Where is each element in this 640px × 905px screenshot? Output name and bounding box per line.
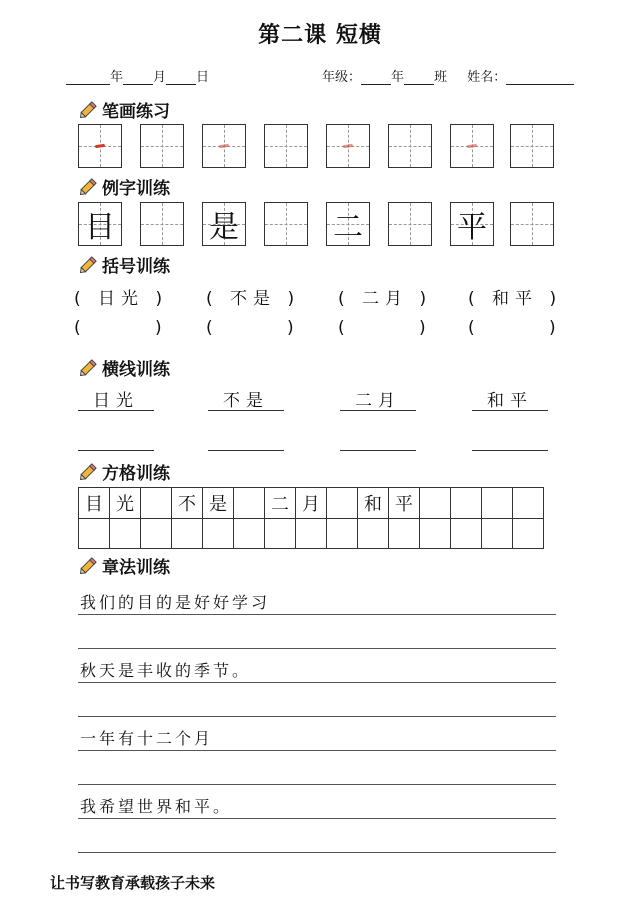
day-blank[interactable]	[166, 70, 196, 85]
grid-cell-practice[interactable]	[451, 518, 482, 549]
practice-box[interactable]	[510, 202, 554, 246]
bracket-blank[interactable]: ( )	[74, 318, 168, 338]
month-label: 月	[153, 70, 167, 85]
line-word: 二月	[340, 386, 416, 411]
stroke-box	[450, 124, 494, 168]
line-word: 和平	[472, 386, 548, 411]
name-blank[interactable]	[506, 70, 574, 85]
stroke-box	[264, 124, 308, 168]
grid-cell-practice[interactable]	[327, 518, 358, 549]
grid-cell-example: 光	[110, 488, 141, 519]
section-title: 方格训练	[102, 463, 170, 484]
line-word: 日光	[78, 386, 154, 411]
grid-cell-practice[interactable]	[513, 518, 544, 549]
grid-cell-example: 二	[265, 488, 296, 519]
grid-cell-practice[interactable]	[389, 518, 420, 549]
section-title: 章法训练	[102, 557, 170, 578]
bracket-word: ( 日光 )	[74, 289, 169, 309]
bracket-word: ( 二月 )	[338, 289, 433, 309]
section-composition	[78, 553, 170, 577]
composition-sentence: 秋天是丰收的季节。	[80, 661, 252, 680]
grade-year-label: 年	[391, 70, 405, 85]
example-char: 目	[85, 210, 115, 245]
month-blank[interactable]	[123, 70, 153, 85]
grid-cell-example: 不	[172, 488, 203, 519]
example-char: 平	[457, 210, 487, 245]
line-word: 不是	[208, 386, 284, 411]
section-title: 括号训练	[102, 256, 170, 277]
pencil-icon	[78, 175, 100, 197]
section-title: 例字训练	[102, 178, 170, 199]
stroke-box	[510, 124, 554, 168]
grade-label: 年级：	[322, 70, 362, 85]
pencil-icon	[78, 554, 100, 576]
composition-sentence: 一年有十二个月	[80, 729, 214, 748]
footer-slogan: 让书写教育承载孩子未来	[50, 874, 216, 892]
year-blank[interactable]	[66, 70, 110, 85]
example-char-box	[202, 202, 246, 246]
grid-cell-example: 月	[296, 488, 327, 519]
line-blank[interactable]	[340, 426, 416, 451]
pencil-icon	[78, 98, 100, 120]
grid-cell-practice[interactable]	[141, 518, 172, 549]
grid-cell-example: 目	[79, 488, 110, 519]
writing-grid	[78, 487, 544, 549]
grid-cell-example	[141, 488, 172, 519]
writing-rule	[78, 614, 556, 615]
grade-field	[322, 66, 574, 86]
pencil-icon	[78, 460, 100, 482]
example-char: 是	[209, 210, 239, 245]
section-brackets	[78, 252, 170, 276]
grid-cell-example[interactable]	[451, 488, 482, 519]
example-char-box	[450, 202, 494, 246]
grid-cell-example	[327, 488, 358, 519]
example-char: 二	[333, 210, 363, 245]
grid-cell-example	[234, 488, 265, 519]
example-char-box	[78, 202, 122, 246]
grid-cell-practice[interactable]	[203, 518, 234, 549]
writing-rule	[78, 682, 556, 683]
grid-cell-example[interactable]	[513, 488, 544, 519]
stroke-box	[78, 124, 122, 168]
grade-class-label: 班	[434, 70, 448, 85]
date-field	[66, 66, 209, 86]
pencil-icon	[78, 253, 100, 275]
grade-class-blank[interactable]	[404, 70, 434, 85]
grade-year-blank[interactable]	[361, 70, 391, 85]
day-label: 日	[196, 70, 210, 85]
section-title: 横线训练	[102, 359, 170, 380]
grid-cell-practice[interactable]	[79, 518, 110, 549]
example-char-box	[326, 202, 370, 246]
page-title: 第二课 短横	[258, 23, 382, 48]
practice-box[interactable]	[388, 202, 432, 246]
grid-cell-practice[interactable]	[234, 518, 265, 549]
year-label: 年	[110, 70, 124, 85]
grid-cell-example[interactable]	[482, 488, 513, 519]
writing-rule	[78, 750, 556, 751]
section-title: 笔画练习	[102, 101, 170, 122]
line-blank[interactable]	[78, 426, 154, 451]
writing-rule[interactable]	[78, 784, 556, 785]
composition-sentence: 我希望世界和平。	[80, 797, 233, 816]
practice-box[interactable]	[264, 202, 308, 246]
grid-cell-practice[interactable]	[110, 518, 141, 549]
grid-cell-practice[interactable]	[420, 518, 451, 549]
grid-cell-practice[interactable]	[265, 518, 296, 549]
grid-cell-example: 是	[203, 488, 234, 519]
stroke-box	[388, 124, 432, 168]
bracket-blank[interactable]: ( )	[206, 318, 300, 338]
name-label: 姓名：	[467, 70, 507, 85]
bracket-word: ( 和平 )	[468, 289, 563, 309]
practice-box[interactable]	[140, 202, 184, 246]
grid-cell-practice[interactable]	[482, 518, 513, 549]
grid-cell-example: 和	[358, 488, 389, 519]
writing-rule[interactable]	[78, 716, 556, 717]
section-grid	[78, 459, 170, 483]
grid-cell-example: 平	[389, 488, 420, 519]
grid-cell-practice[interactable]	[172, 518, 203, 549]
section-examples	[78, 174, 170, 198]
grid-cell-practice[interactable]	[296, 518, 327, 549]
line-blank[interactable]	[472, 426, 548, 451]
stroke-box	[326, 124, 370, 168]
writing-rule[interactable]	[78, 852, 556, 853]
bracket-blank[interactable]: ( )	[338, 318, 432, 338]
grid-cell-practice[interactable]	[358, 518, 389, 549]
grid-cell-example[interactable]	[420, 488, 451, 519]
pencil-icon	[78, 356, 100, 378]
bracket-blank[interactable]: ( )	[468, 318, 562, 338]
writing-rule[interactable]	[78, 648, 556, 649]
composition-sentence: 我们的目的是好好学习	[80, 593, 271, 612]
stroke-box	[202, 124, 246, 168]
section-strokes	[78, 97, 170, 121]
line-blank[interactable]	[208, 426, 284, 451]
bracket-word: ( 不是 )	[206, 289, 301, 309]
stroke-box	[140, 124, 184, 168]
section-lines	[78, 355, 170, 379]
writing-rule	[78, 818, 556, 819]
